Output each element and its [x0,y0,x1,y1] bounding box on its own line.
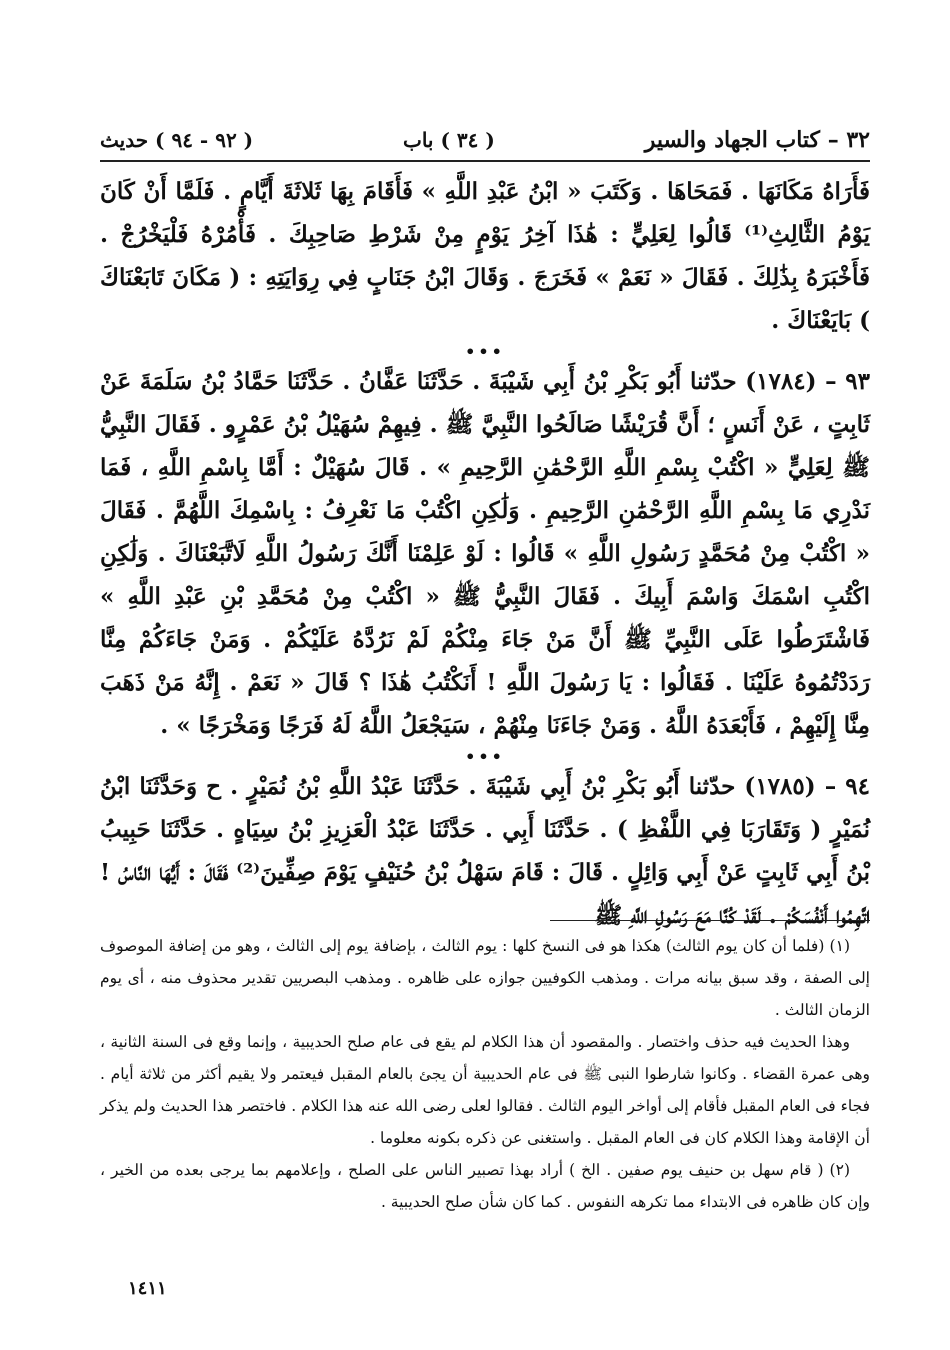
hadith-94-paragraph: ٩٤ – (١٧٨٥) حدّثنا أَبُو بَكْرِ بْنُ أَبِي شَيْبَةَ . حَدَّثَنَا عَبْدُ اللَّهِ بْنُ نُمَيْرٍ . ح وَحَدَّثَنَا ابْنُ نُمَيْرٍ ( وَتَقَارَبَا فِي اللَّفْظِ ) . حَدَّثَنَا أَبِي . حَدَّثَنَا عَبْدُ الْعَزِيزِ بْنُ سِيَاهٍ . حَدَّثَنَا حَبِيبُ بْنُ أَبِي ثَابِتٍ عَنْ أَبِي وَائِلٍ . قَالَ : قَامَ سَهْلُ بْنُ حُنَيْفٍ يَوْمَ صِفِّينَ⁽²⁾ فَقَالَ : أَيُّهَا النَّاسُ ! اتَّهِمُوا أَنْفُسَكُمْ . لَقَدْ كُنَّا مَعَ رَسُولِ اللَّهِ ﷺ [100,773,870,929]
header-hadith-range: ( ٩٢ - ٩٤ ) حديث [100,128,254,152]
continuation-paragraph: فَأَرَاهُ مَكَانَهَا . فَمَحَاهَا . وَكَتَبَ « ابْنُ عَبْدِ اللَّهِ » فَأَقَامَ بِهَا ثَلاثَةَ أَيَّامٍ . فَلَمَّا أَنْ كَانَ يَوْمُ الثَّالِثِ⁽¹⁾ قَالُوا لِعَلِيٍّ : هَٰذَا آخِرُ يَوْمٍ مِنْ شَرْطِ صَاحِبِكَ . فَأْمُرْهُ فَلْيَخْرُجْ . فَأَخْبَرَهُ بِذَٰلِكَ . فَقَالَ « نَعَمْ » فَخَرَجَ . وَقَالَ ابْنُ جَنَابٍ فِي رِوَايَتِهِ : ( مَكَانَ تَابَعْنَاكَ ) بَايَعْنَاكَ . [100,178,870,334]
page-number: ١٤١١ [128,1278,167,1299]
section-separator: ••• [465,342,505,361]
header-book-title: ٣٢ – كتاب الجهاد والسير [644,127,870,153]
footnote-rule [550,920,870,921]
header-rule [100,160,870,162]
footnote-1-continued: وهذا الحديث فيه حذف واختصار . والمقصود أن هذا الكلام لم يقع فى عام صلح الحديبية ، وإنما وقع فى السنة الثانية ، وهى عمرة القضاء . وكانوا شارطوا النبى ﷺ فى عام الحديبية أن يجئ بالعام المقبل فيعتمر ولا يقيم أكثر من ثلاثة أيام . فجاء فى العام المقبل فأقام إلى أواخر اليوم الثالث . فقالوا لعلى رضى الله عنه هذا الكلام . فاختصر هذا الحديث ولم يذكر أن الإقامة وهذا الكلام كان فى العام المقبل . واستغنى عن ذكره بكونه معلوما . [100,1033,870,1147]
footnotes [100,930,870,1218]
hadith-93-paragraph: ٩٣ – (١٧٨٤) حدّثنا أَبُو بَكْرِ بْنُ أَبِي شَيْبَةَ . حَدَّثَنَا عَفَّانُ . حَدَّثَنَا حَمَّادُ بْنُ سَلَمَةَ عَنْ ثَابِتٍ ، عَنْ أَنَسٍ ؛ أَنَّ قُرَيْشًا صَالَحُوا النَّبِيَّ ﷺ . فِيهِمْ سُهَيْلُ بْنُ عَمْرٍو . فَقَالَ النَّبِيُّ ﷺ لِعَلِيٍّ « اكْتُبْ بِسْمِ اللَّهِ الرَّحْمَٰنِ الرَّحِيمِ » . قَالَ سُهَيْلٌ : أَمَّا بِاسْمِ اللَّهِ ، فَمَا نَدْرِي مَا بِسْمِ اللَّهِ الرَّحْمَٰنِ الرَّحِيمِ . وَلَٰكِنِ اكْتُبْ مَا نَعْرِفُ : بِاسْمِكَ اللَّهُمَّ . فَقَالَ « اكْتُبْ مِنْ مُحَمَّدٍ رَسُولِ اللَّهِ » قَالُوا : لَوْ عَلِمْنَا أَنَّكَ رَسُولُ اللَّهِ لَاتَّبَعْنَاكَ . وَلَٰكِنِ اكْتُبِ اسْمَكَ وَاسْمَ أَبِيكَ . فَقَالَ النَّبِيُّ ﷺ « اكْتُبْ مِنْ مُحَمَّدِ بْنِ عَبْدِ اللَّهِ » فَاشْتَرَطُوا عَلَى النَّبِيِّ ﷺ أَنَّ مَنْ جَاءَ مِنْكُمْ لَمْ نَرُدَّهُ عَلَيْكُمْ . وَمَنْ جَاءَكُمْ مِنَّا رَدَدْتُمُوهُ عَلَيْنَا . فَقَالُوا : يَا رَسُولَ اللَّهِ ! أَنَكْتُبُ هَٰذَا ؟ قَالَ « نَعَمْ . إِنَّهُ مَنْ ذَهَبَ مِنَّا إِلَيْهِمْ ، فَأَبْعَدَهُ اللَّهُ . وَمَنْ جَاءَنَا مِنْهُمْ ، سَيَجْعَلُ اللَّهُ لَهُ فَرَجًا وَمَخْرَجًا » . [99,368,870,739]
section-separator: ••• [465,747,505,766]
footnote-1: (١) (فلما أن كان يوم الثالث) هكذا هو فى النسخ كلها : يوم الثالث ، بإضافة يوم إلى الثالث ، وهو من إضافة الموصوف إلى الصفة ، وقد سبق بيانه مرات . ومذهب الكوفيين جوازه على ظاهره . ومذهب البصريين تقدير محذوف منه ، أى يوم الزمان الثالث . [100,937,870,1019]
running-header [100,120,870,160]
header-chapter: ( ٣٤ ) باب [403,128,495,152]
footnote-2: (٢) ( قام سهل بن حنيف يوم صفين . الخ ) أراد بهذا تصبير الناس على الصلح ، وإعلامهم بما يرجى بعده من الخير ، وإن كان ظاهره فى الابتداء مما تكرهه النفوس . كما كان شأن صلح الحديبية . [100,1161,870,1211]
main-text [100,170,870,937]
